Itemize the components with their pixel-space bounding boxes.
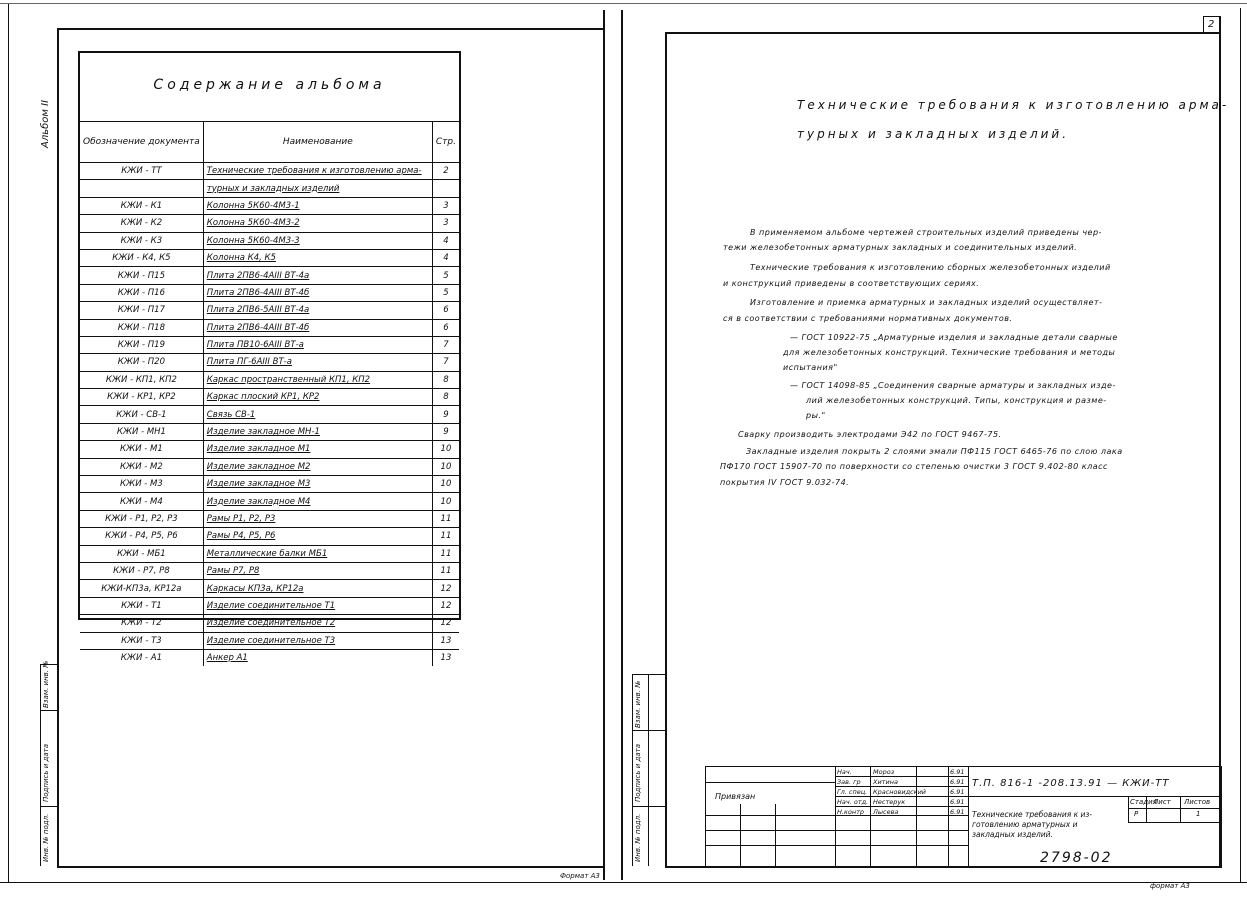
- contents-row: [80, 493, 459, 510]
- contents-cell-page: 5: [432, 284, 459, 301]
- contents-cell-code: КЖИ - Т3: [80, 632, 203, 649]
- contents-cell-page: 11: [432, 510, 459, 527]
- stamp-role: Нач.: [837, 768, 852, 776]
- contents-cell-code: КЖИ - М1: [80, 441, 203, 458]
- contents-cell-page: 7: [432, 336, 459, 353]
- contents-row: [80, 597, 459, 614]
- stamp-date: 6.91: [950, 798, 965, 806]
- contents-row: [80, 528, 459, 545]
- body-line: Закладные изделия покрыть 2 слоями эмали ПФ115 ГОСТ 6465-76 по слою лака: [746, 447, 1123, 456]
- contents-row: [80, 441, 459, 458]
- stamp-stage-label: Стадия: [1130, 798, 1157, 806]
- side-label-inventory: Инв. № подл.: [42, 813, 50, 862]
- contents-cell-name: Рамы Р7, Р8: [203, 562, 432, 579]
- contents-cell-name: Изделие закладное М4: [203, 493, 432, 510]
- body-line: тежи железобетонных арматурных закладных и соединительных изделий.: [723, 243, 1078, 252]
- stamp-doc-name: Технические требования к из-готовлению арматурных и закладных изделий.: [972, 810, 1093, 839]
- contents-cell-name: Изделие закладное М3: [203, 476, 432, 493]
- contents-cell-name: Плита 2ПВ6-4АIII ВТ-4б: [203, 284, 432, 301]
- body-line: Изготовление и приемка арматурных и закладных изделий осуществляет-: [750, 298, 1103, 307]
- contents-cell-name: Колонна 5К60-4М3-2: [203, 215, 432, 232]
- stamp-role: Зав. гр: [837, 778, 861, 786]
- format-label-left: Формат А3: [560, 872, 600, 880]
- contents-row: [80, 336, 459, 353]
- side-label-replace-right: Взам. инв. №: [634, 680, 642, 728]
- contents-cell-code: КЖИ - Т2: [80, 615, 203, 632]
- contents-cell-page: 13: [432, 632, 459, 649]
- contents-cell-name: Изделие закладное М1: [203, 441, 432, 458]
- stamp-date: 6.91: [950, 808, 965, 816]
- contents-row: [80, 163, 459, 180]
- contents-cell-name: Изделие соединительное Т2: [203, 615, 432, 632]
- contents-cell-page: 12: [432, 615, 459, 632]
- contents-cell-code: КЖИ - П19: [80, 336, 203, 353]
- contents-cell-name: турных и закладных изделий: [203, 180, 432, 197]
- stamp-name: Хитина: [873, 778, 898, 786]
- contents-row: [80, 232, 459, 249]
- contents-cell-code: КЖИ - М3: [80, 476, 203, 493]
- stamp-date: 6.91: [950, 768, 965, 776]
- contents-row: [80, 458, 459, 475]
- contents-row: [80, 510, 459, 527]
- contents-cell-code: КЖИ - Р4, Р5, Р6: [80, 528, 203, 545]
- contents-cell-name: Рамы Р4, Р5, Р6: [203, 528, 432, 545]
- contents-row: [80, 615, 459, 632]
- contents-cell-page: 2: [432, 163, 459, 180]
- stamp-role: Гл. спец.: [837, 788, 868, 796]
- body-line: — ГОСТ 10922-75 „Арматурные изделия и закладные детали сварные: [790, 333, 1118, 342]
- contents-row: [80, 215, 459, 232]
- contents-cell-code: КЖИ - П17: [80, 302, 203, 319]
- contents-cell-page: 8: [432, 371, 459, 388]
- doc-title-line2: турных и закладных изделий.: [797, 127, 1070, 141]
- stamp-name: Мороз: [873, 768, 895, 776]
- contents-row: [80, 406, 459, 423]
- contents-cell-code: КЖИ - ТТ: [80, 163, 203, 180]
- contents-row: [80, 423, 459, 440]
- stamp-sheets-label: Листов: [1184, 798, 1211, 806]
- stamp-name: Красновидский: [873, 788, 927, 796]
- body-line: и конструкций приведены в соответствующих сериях.: [723, 279, 980, 288]
- column-header-page: Стр.: [432, 122, 459, 163]
- contents-row: [80, 319, 459, 336]
- contents-row: [80, 562, 459, 579]
- contents-cell-page: 11: [432, 545, 459, 562]
- stamp-sheet-label: Лист: [1153, 798, 1171, 806]
- body-line: ся в соответствии с требованиями нормативных документов.: [723, 314, 1013, 323]
- contents-cell-code: КЖИ - КР1, КР2: [80, 389, 203, 406]
- contents-row: [80, 302, 459, 319]
- contents-cell-name: Изделие закладное МН-1: [203, 423, 432, 440]
- album-label: Альбом II: [40, 99, 51, 148]
- contents-cell-code: КЖИ - П16: [80, 284, 203, 301]
- contents-cell-code: КЖИ - К2: [80, 215, 203, 232]
- side-label-inventory-right: Инв. № подл.: [634, 813, 642, 862]
- stamp-name: Нестерук: [873, 798, 906, 806]
- contents-cell-name: Каркасы КП3а, КР12а: [203, 580, 432, 597]
- contents-cell-code: КЖИ - МН1: [80, 423, 203, 440]
- sheet-number: 2: [1208, 19, 1215, 30]
- body-line: Сварку производить электродами Э42 по ГОСТ 9467-75.: [738, 430, 1002, 439]
- contents-cell-code: КЖИ - П15: [80, 267, 203, 284]
- contents-cell-code: КЖИ - К4, К5: [80, 249, 203, 266]
- contents-cell-code: КЖИ - П18: [80, 319, 203, 336]
- contents-cell-name: Изделие соединительное Т1: [203, 597, 432, 614]
- stamp-date: 6.91: [950, 778, 965, 786]
- contents-cell-name: Каркас плоский КР1, КР2: [203, 389, 432, 406]
- contents-cell-page: 4: [432, 232, 459, 249]
- body-line: В применяемом альбоме чертежей строительных изделий приведены чер-: [750, 228, 1102, 237]
- contents-cell-name: Плита ПГ-6АIII ВТ-а: [203, 354, 432, 371]
- contents-row: [80, 476, 459, 493]
- contents-cell-code: КЖИ - К1: [80, 197, 203, 214]
- contents-table: [80, 121, 459, 666]
- contents-cell-name: Колонна 5К60-4М3-1: [203, 197, 432, 214]
- contents-cell-page: 10: [432, 493, 459, 510]
- contents-row: [80, 197, 459, 214]
- contents-cell-page: 12: [432, 580, 459, 597]
- contents-header-row: [80, 122, 459, 163]
- side-label-signature: Подпись и дата: [42, 744, 50, 802]
- contents-cell-page: 10: [432, 458, 459, 475]
- column-header-name: Наименование: [203, 122, 432, 163]
- contents-cell-code: КЖИ - П20: [80, 354, 203, 371]
- stamp-role: Нач. отд.: [837, 798, 869, 806]
- body-line: для железобетонных конструкций. Технические требования и методы: [783, 348, 1116, 357]
- contents-cell-name: Изделие закладное М2: [203, 458, 432, 475]
- contents-cell-name: Связь СВ-1: [203, 406, 432, 423]
- contents-cell-page: 13: [432, 649, 459, 666]
- contents-cell-page: 10: [432, 441, 459, 458]
- body-line: покрытия IV ГОСТ 9.032-74.: [720, 478, 850, 487]
- body-line: — ГОСТ 14098-85 „Соединения сварные арматуры и закладных изде-: [790, 381, 1116, 390]
- stamp-sheets: 1: [1196, 810, 1201, 818]
- contents-cell-page: 6: [432, 302, 459, 319]
- contents-cell-page: 8: [432, 389, 459, 406]
- contents-row: [80, 580, 459, 597]
- contents-cell-name: Каркас пространственный КП1, КП2: [203, 371, 432, 388]
- contents-cell-page: 5: [432, 267, 459, 284]
- contents-row: [80, 284, 459, 301]
- contents-cell-page: [432, 180, 459, 197]
- body-line: испытания": [783, 363, 838, 372]
- contents-cell-page: 6: [432, 319, 459, 336]
- contents-cell-page: 11: [432, 562, 459, 579]
- contents-cell-page: 4: [432, 249, 459, 266]
- contents-cell-name: Плита 2ПВ6-4АIII ВТ-4б: [203, 319, 432, 336]
- contents-title: Содержание альбома: [153, 77, 386, 93]
- contents-row: [80, 632, 459, 649]
- side-label-replace: Взам. инв. №: [42, 660, 50, 708]
- contents-row: [80, 389, 459, 406]
- contents-row: [80, 249, 459, 266]
- column-header-code: Обозначение документа: [80, 122, 203, 163]
- contents-cell-page: 9: [432, 406, 459, 423]
- contents-cell-code: КЖИ - СВ-1: [80, 406, 203, 423]
- contents-cell-code: КЖИ-КП3а, КР12а: [80, 580, 203, 597]
- doc-title-line1: Технические требования к изготовлению арма-: [797, 98, 1230, 112]
- contents-cell-name: Изделие соединительное Т3: [203, 632, 432, 649]
- contents-cell-code: КЖИ - МБ1: [80, 545, 203, 562]
- contents-cell-name: Плита 2ПВ6-4АIII ВТ-4а: [203, 267, 432, 284]
- contents-row: [80, 649, 459, 666]
- stamp-name: Лысева: [873, 808, 899, 816]
- contents-cell-code: [80, 180, 203, 197]
- contents-cell-code: КЖИ - А1: [80, 649, 203, 666]
- contents-cell-page: 7: [432, 354, 459, 371]
- contents-cell-name: Металлические балки МБ1: [203, 545, 432, 562]
- contents-cell-page: 10: [432, 476, 459, 493]
- contents-cell-code: КЖИ - Т1: [80, 597, 203, 614]
- contents-cell-code: КЖИ - М2: [80, 458, 203, 475]
- body-line: Технические требования к изготовлению сборных железобетонных изделий: [750, 263, 1111, 272]
- format-label-right: формат А3: [1150, 882, 1190, 890]
- side-label-signature-right: Подпись и дата: [634, 744, 642, 802]
- contents-cell-code: КЖИ - М4: [80, 493, 203, 510]
- contents-row: [80, 354, 459, 371]
- contents-cell-page: 9: [432, 423, 459, 440]
- contents-cell-name: Колонна 5К60-4М3-3: [203, 232, 432, 249]
- contents-row: [80, 267, 459, 284]
- contents-cell-page: 11: [432, 528, 459, 545]
- body-line: ры.": [806, 411, 826, 420]
- contents-table-frame: [78, 51, 461, 664]
- body-line: лий железобетонных конструкций. Типы, конструкция и разме-: [806, 396, 1107, 405]
- contents-cell-name: Плита 2ПВ6-5АIII ВТ-4а: [203, 302, 432, 319]
- stamp-privyazan: Привязан: [715, 792, 756, 801]
- contents-cell-name: Технические требования к изготовлению арма-: [203, 163, 432, 180]
- contents-cell-name: Плита ПВ10-6АIII ВТ-а: [203, 336, 432, 353]
- stamp-stage: Р: [1134, 810, 1139, 818]
- contents-cell-page: 12: [432, 597, 459, 614]
- contents-cell-page: 3: [432, 197, 459, 214]
- stamp-code: Т.П. 816-1 -208.13.91 — КЖИ-ТТ: [972, 778, 1170, 789]
- contents-row: [80, 371, 459, 388]
- contents-cell-code: КЖИ - К3: [80, 232, 203, 249]
- contents-cell-page: 3: [432, 215, 459, 232]
- inventory-number: 2798-02: [1040, 850, 1113, 866]
- stamp-date: 6.91: [950, 788, 965, 796]
- contents-cell-code: КЖИ - Р7, Р8: [80, 562, 203, 579]
- contents-row: [80, 180, 459, 197]
- contents-row: [80, 545, 459, 562]
- contents-cell-code: КЖИ - КП1, КП2: [80, 371, 203, 388]
- body-line: ПФ170 ГОСТ 15907-70 по поверхности со степенью очистки 3 ГОСТ 9.402-80 класс: [720, 462, 1108, 471]
- contents-cell-name: Рамы Р1, Р2, Р3: [203, 510, 432, 527]
- contents-cell-code: КЖИ - Р1, Р2, Р3: [80, 510, 203, 527]
- contents-cell-name: Колонна К4, К5: [203, 249, 432, 266]
- stamp-role: Н.контр: [837, 808, 865, 816]
- contents-cell-name: Анкер А1: [203, 649, 432, 666]
